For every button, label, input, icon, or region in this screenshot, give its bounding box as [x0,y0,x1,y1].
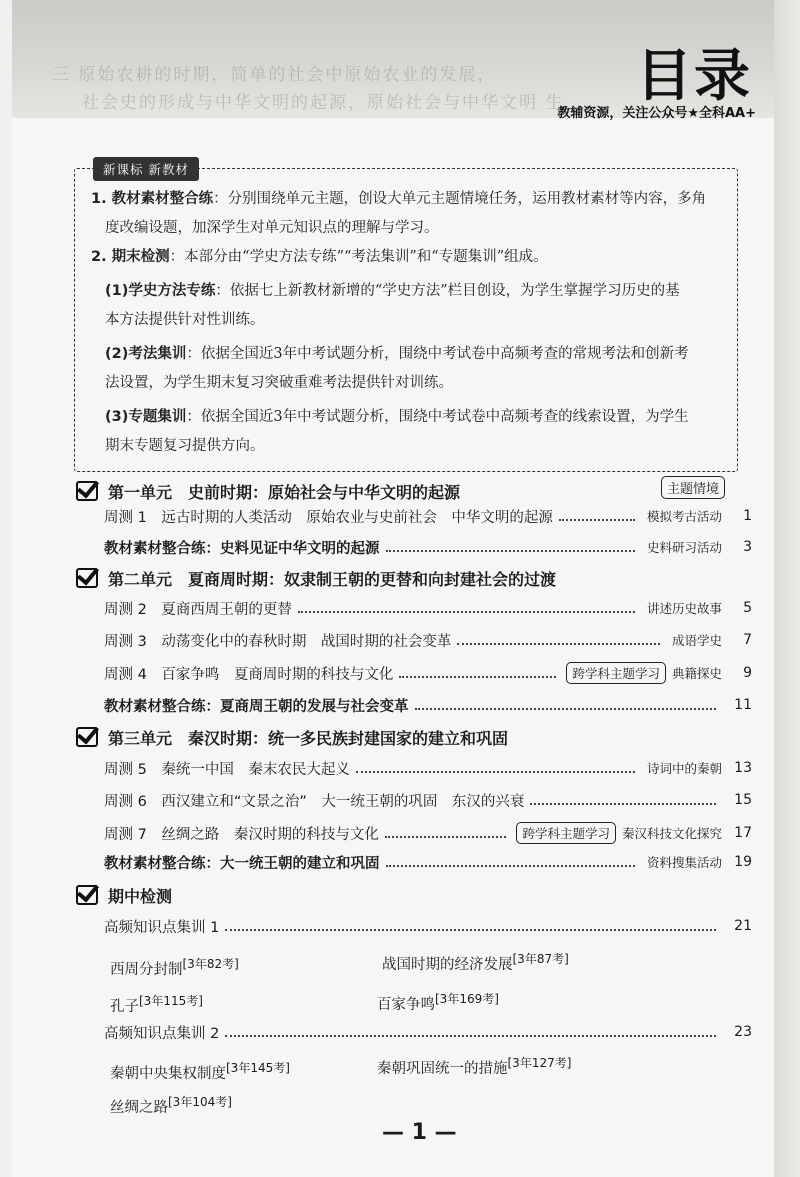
unit-heading[interactable] [76,478,460,504]
toc-row[interactable]: 周测 7 丝绸之路 秦汉时期的科技与文化 跨学科主题学习 秦汉科技文化探究 17 [104,822,722,844]
unit-heading[interactable] [76,724,508,750]
unit-heading[interactable] [76,565,556,591]
knowledge-point: 百家争鸣[3年169考] [377,992,499,1013]
knowledge-point: 孔子[3年115考] [110,994,203,1015]
toc-row[interactable]: 周测 1 远古时期的人类活动 原始农业与史前社会 中华文明的起源 模拟考古活动 1 [104,508,752,526]
toc-row[interactable]: 高频知识点集训 1 21 [104,918,752,936]
cross-subject-badge: 跨学科主题学习 [516,822,616,844]
page-subtitle: 教辅资源，关注公众号★全科AA+ [557,106,756,121]
toc-row[interactable]: 教材素材整合练：大一统王朝的建立和巩固 资料搜集活动 19 [104,854,752,872]
intro-line: (2)考法集训：依据全国近3年中考试题分析，围绕中考试卷中高频考查的常规考法和创新考 [105,346,689,362]
toc-row[interactable]: 周测 6 西汉建立和“文景之治” 大一统王朝的巩固 东汉的兴衰 15 [104,792,752,810]
intro-box [74,162,738,472]
intro-tag: 新课标 新教材 [93,157,199,181]
toc-row[interactable]: 教材素材整合练：夏商周王朝的发展与社会变革 11 [104,697,752,715]
knowledge-point: 秦朝巩固统一的措施[3年127考] [377,1056,572,1077]
intro-line: 1. 教材素材整合练：分别围绕单元主题，创设大单元主题情境任务，运用教材素材等内容，多角 [91,191,707,207]
page-number: — 1 — [382,1120,457,1145]
intro-line: 2. 期末检测：本部分由“学史方法专练”“考法集训”和“专题集训”组成。 [91,249,548,265]
page-title: 目录 [636,44,752,109]
knowledge-point: 战国时期的经济发展[3年87考] [382,952,569,973]
unit-title: 第二单元 夏商周时期：奴隶制王朝的更替和向封建社会的过渡 [108,569,557,589]
unit-title: 期中检测 [108,886,173,906]
knowledge-point: 西周分封制[3年82考] [110,957,239,978]
unit-heading[interactable] [76,882,172,908]
check-icon [76,481,98,501]
intro-line: 度改编设题，加深学生对单元知识点的理解与学习。 [105,220,439,236]
knowledge-point: 秦朝中央集权制度[3年145考] [110,1061,290,1082]
toc-row[interactable]: 高频知识点集训 2 23 [104,1024,752,1042]
toc-row[interactable]: 周测 5 秦统一中国 秦末农民大起义 诗词中的秦朝 13 [104,760,752,778]
knowledge-point: 丝绸之路[3年104考] [110,1095,232,1116]
unit-title: 第一单元 史前时期：原始社会与中华文明的起源 [108,482,461,502]
check-icon [76,885,98,905]
unit-title: 第三单元 秦汉时期：统一多民族封建国家的建立和巩固 [108,728,509,748]
intro-line: 本方法提供针对性训练。 [105,312,265,328]
intro-line: (3)专题集训：依据全国近3年中考试题分析，围绕中考试卷中高频考查的线索设置，为学生 [105,409,689,425]
page-edge [774,0,800,1177]
toc-row[interactable]: 周测 2 夏商西周王朝的更替 讲述历史故事 5 [104,600,752,618]
theme-tag: 主题情境 [661,476,725,499]
intro-line: 期末专题复习提供方向。 [105,438,265,454]
toc-row[interactable]: 周测 4 百家争鸣 夏商周时期的科技与文化 跨学科主题学习 典籍探史 9 [104,662,722,684]
bleed-text: 社会史的形成与中华文明的起源，原始社会与中华文明 生 [82,93,565,113]
toc-row[interactable]: 周测 3 动荡变化中的春秋时期 战国时期的社会变革 成语学史 7 [104,632,752,650]
page [12,0,774,1177]
toc-row[interactable]: 教材素材整合练：史料见证中华文明的起源 史料研习活动 3 [104,539,752,557]
cross-subject-badge: 跨学科主题学习 [566,662,666,684]
check-icon [76,727,98,747]
check-icon [76,568,98,588]
intro-line: 法设置，为学生期末复习突破重难考法提供针对训练。 [105,375,453,391]
intro-line: (1)学史方法专练：依据七上新教材新增的“学史方法”栏目创设，为学生掌握学习历史的基 [105,283,680,299]
bleed-text: 三 原始农耕的时期，简单的社会中原始农业的发展， [52,65,497,85]
